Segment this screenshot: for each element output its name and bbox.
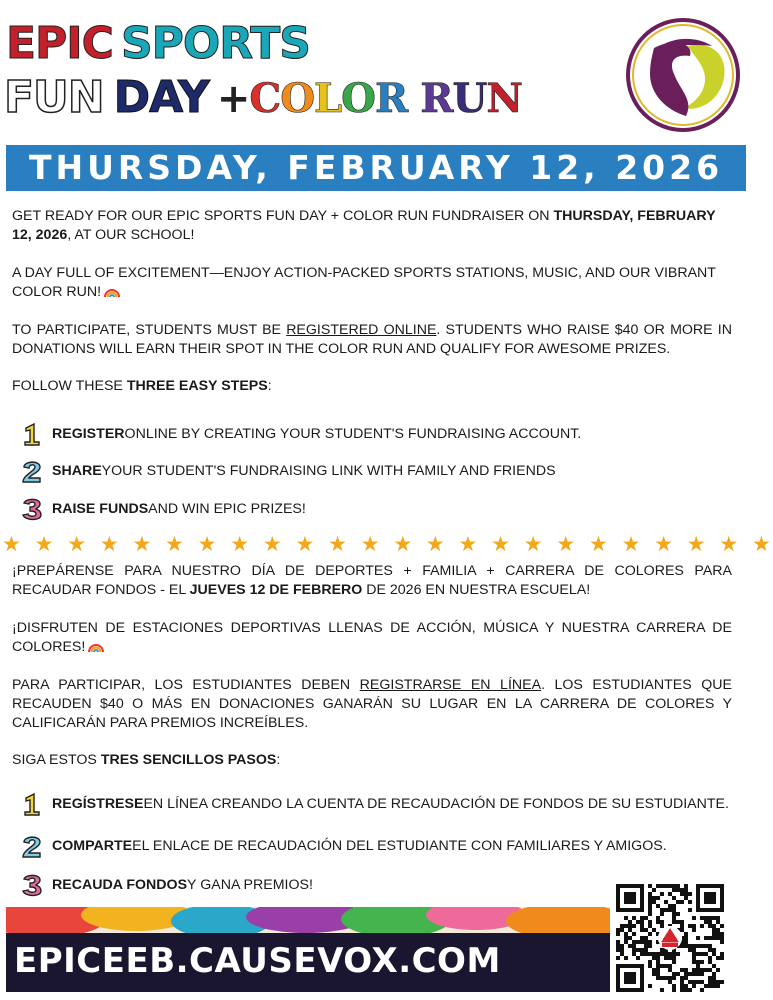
spanish-participate-text-end: . LOS ESTUDIANTES QUE RECAUDEN $40 O MÁS EN DONACIONES GANARÁN SU LUGAR EN LA CARRERA DE COLORES Y CALIFICARÁN PARA PREMIOS INCREÍBLES. bbox=[12, 677, 732, 731]
spanish-participate-paragraph bbox=[12, 676, 732, 733]
star-icon: ★ bbox=[556, 533, 576, 556]
spanish-intro-paragraph bbox=[12, 562, 732, 600]
star-icon: ★ bbox=[34, 533, 54, 556]
date-banner bbox=[6, 145, 746, 191]
star-icon: ★ bbox=[99, 533, 119, 556]
number-one-icon bbox=[20, 422, 44, 446]
intro-text: GET READY FOR OUR EPIC SPORTS FUN DAY + COLOR RUN FUNDRAISER ON bbox=[12, 208, 554, 224]
star-icon: ★ bbox=[328, 533, 347, 556]
star-icon: ★ bbox=[230, 533, 250, 556]
star-icon: ★ bbox=[523, 533, 543, 556]
title-word-epic: EPIC bbox=[6, 18, 113, 69]
step-2-bold: SHARE bbox=[52, 463, 102, 479]
intro-text-end: , AT OUR SCHOOL! bbox=[67, 227, 195, 243]
step-2-share bbox=[20, 457, 556, 485]
date-banner-text: THURSDAY, FEBRUARY 12, 2026 bbox=[28, 148, 724, 187]
star-icon: ★ bbox=[262, 533, 282, 556]
spanish-participate-text: PARA PARTICIPAR, LOS ESTUDIANTES DEBEN bbox=[12, 677, 360, 693]
title-color-run bbox=[249, 72, 522, 123]
star-icon: ★ bbox=[458, 533, 478, 556]
star-icon: ★ bbox=[719, 533, 739, 556]
spanish-excitement-text: ¡DISFRUTEN DE ESTACIONES DEPORTIVAS LLENAS DE ACCIÓN, MÚSICA Y NUESTRA CARRERA DE COLORES! bbox=[12, 620, 732, 655]
spanish-intro-text: ¡PREPÁRENSE PARA NUESTRO DÍA DE DEPORTES + FAMILIA + CARRERA DE COLORES PARA RECAUDAR FONDOS - EL bbox=[12, 563, 732, 598]
footer-banner bbox=[6, 907, 610, 992]
star-icon: ★ bbox=[621, 533, 641, 556]
registrarse-en-linea-link[interactable]: REGISTRARSE EN LÍNEA bbox=[359, 677, 542, 693]
number-two-icon bbox=[20, 834, 44, 858]
star-icon: ★ bbox=[360, 533, 380, 556]
excitement-text: A DAY FULL OF EXCITEMENT—ENJOY ACTION-PACKED SPORTS STATIONS, MUSIC, AND OUR VIBRANT COLOR RUN! bbox=[12, 265, 716, 300]
step-3-bold: RAISE FUNDS bbox=[52, 501, 149, 517]
star-icon: ★ bbox=[393, 533, 413, 556]
spanish-step-3-text: Y GANA PREMIOS! bbox=[187, 877, 313, 893]
number-two-icon bbox=[20, 459, 44, 483]
registered-online-link[interactable]: REGISTERED ONLINE bbox=[286, 322, 437, 338]
spanish-intro-text-end: DE 2026 EN NUESTRA ESCUELA! bbox=[362, 582, 591, 598]
star-icon: ★ bbox=[165, 533, 184, 556]
spanish-step-1-bold: REGÍSTRESE bbox=[52, 796, 144, 812]
spanish-step-2-text: EL ENLACE DE RECAUDACIÓN DEL ESTUDIANTE CON FAMILIARES Y AMIGOS. bbox=[132, 838, 667, 854]
step-1-register bbox=[20, 420, 581, 448]
three-easy-steps: THREE EASY STEPS bbox=[126, 378, 268, 394]
spanish-step-2-bold: COMPARTE bbox=[52, 838, 133, 854]
spanish-step-2 bbox=[20, 832, 667, 860]
title-word-fun: FUN bbox=[4, 72, 104, 123]
intro-date: THURSDAY, FEBRUARY 12, 2026 bbox=[12, 208, 716, 243]
intro-paragraph bbox=[12, 207, 732, 245]
color-run-letter: O bbox=[280, 75, 315, 122]
participate-text-end: . STUDENTS WHO RAISE $40 OR MORE IN DONATIONS WILL EARN THEIR SPOT IN THE COLOR RUN AND QUALIFY FOR AWESOME PRIZES. bbox=[12, 322, 732, 357]
step-1-text: ONLINE BY CREATING YOUR STUDENT'S FUNDRAISING ACCOUNT. bbox=[124, 426, 582, 442]
follow-colon: : bbox=[267, 378, 272, 394]
participate-paragraph bbox=[12, 321, 732, 359]
star-icon: ★ bbox=[67, 533, 87, 556]
spanish-excitement-paragraph bbox=[12, 619, 732, 657]
spanish-step-1 bbox=[20, 790, 729, 818]
star-icon: ★ bbox=[425, 533, 445, 556]
color-run-letter: C bbox=[249, 75, 281, 122]
spanish-step-3-bold: RECAUDA FONDOS bbox=[52, 877, 188, 893]
star-icon: ★ bbox=[491, 533, 510, 556]
spanish-step-3 bbox=[20, 871, 313, 899]
number-one-icon bbox=[20, 792, 44, 816]
title-word-day: DAY bbox=[113, 72, 209, 123]
color-run-letter: R bbox=[375, 75, 408, 122]
spanish-step-1-text: EN LÍNEA CREANDO LA CUENTA DE RECAUDACIÓN DE FONDOS DE SU ESTUDIANTE. bbox=[143, 796, 729, 812]
step-3-text: AND WIN EPIC PRIZES! bbox=[148, 501, 306, 517]
star-icon: ★ bbox=[654, 533, 674, 556]
star-icon: ★ bbox=[132, 533, 152, 556]
step-3-raise bbox=[20, 495, 306, 523]
school-logo-icon bbox=[624, 16, 742, 134]
title-plus: + bbox=[216, 76, 250, 122]
title-line-2 bbox=[4, 72, 522, 123]
follow-text: FOLLOW THESE bbox=[12, 378, 127, 394]
number-three-icon bbox=[20, 497, 44, 521]
spanish-intro-date: JUEVES 12 DE FEBRERO bbox=[189, 582, 363, 598]
excitement-paragraph bbox=[12, 264, 732, 302]
step-1-bold: REGISTER bbox=[52, 426, 125, 442]
star-icon: ★ bbox=[686, 533, 706, 556]
fundraising-url[interactable]: EPICEEB.CAUSEVOX.COM bbox=[14, 941, 501, 981]
follow-steps-heading bbox=[12, 377, 732, 396]
spanish-follow-text: SIGA ESTOS bbox=[12, 752, 101, 768]
step-2-text: YOUR STUDENT'S FUNDRAISING LINK WITH FAMILY AND FRIENDS bbox=[101, 463, 556, 479]
color-run-letter: U bbox=[452, 75, 487, 122]
color-run-letter: N bbox=[486, 75, 522, 122]
qr-code-icon[interactable] bbox=[612, 880, 728, 996]
star-divider bbox=[0, 534, 773, 556]
spanish-steps-heading bbox=[12, 751, 732, 770]
star-icon: ★ bbox=[752, 533, 771, 556]
rainbow-icon bbox=[88, 642, 104, 652]
star-icon: ★ bbox=[295, 533, 315, 556]
star-icon: ★ bbox=[588, 533, 608, 556]
rainbow-icon bbox=[104, 287, 120, 297]
star-icon: ★ bbox=[197, 533, 217, 556]
number-three-icon bbox=[20, 873, 44, 897]
star-icon: ★ bbox=[2, 533, 21, 556]
color-run-letter bbox=[407, 75, 420, 122]
tres-sencillos-pasos: TRES SENCILLOS PASOS bbox=[100, 752, 277, 768]
spanish-follow-colon: : bbox=[276, 752, 281, 768]
title-word-sports: SPORTS bbox=[120, 18, 310, 69]
color-run-letter: O bbox=[341, 75, 376, 122]
title-line-1 bbox=[6, 18, 310, 69]
participate-text: TO PARTICIPATE, STUDENTS MUST BE bbox=[12, 322, 287, 338]
color-run-letter: R bbox=[420, 75, 453, 122]
color-run-letter: L bbox=[314, 75, 342, 122]
